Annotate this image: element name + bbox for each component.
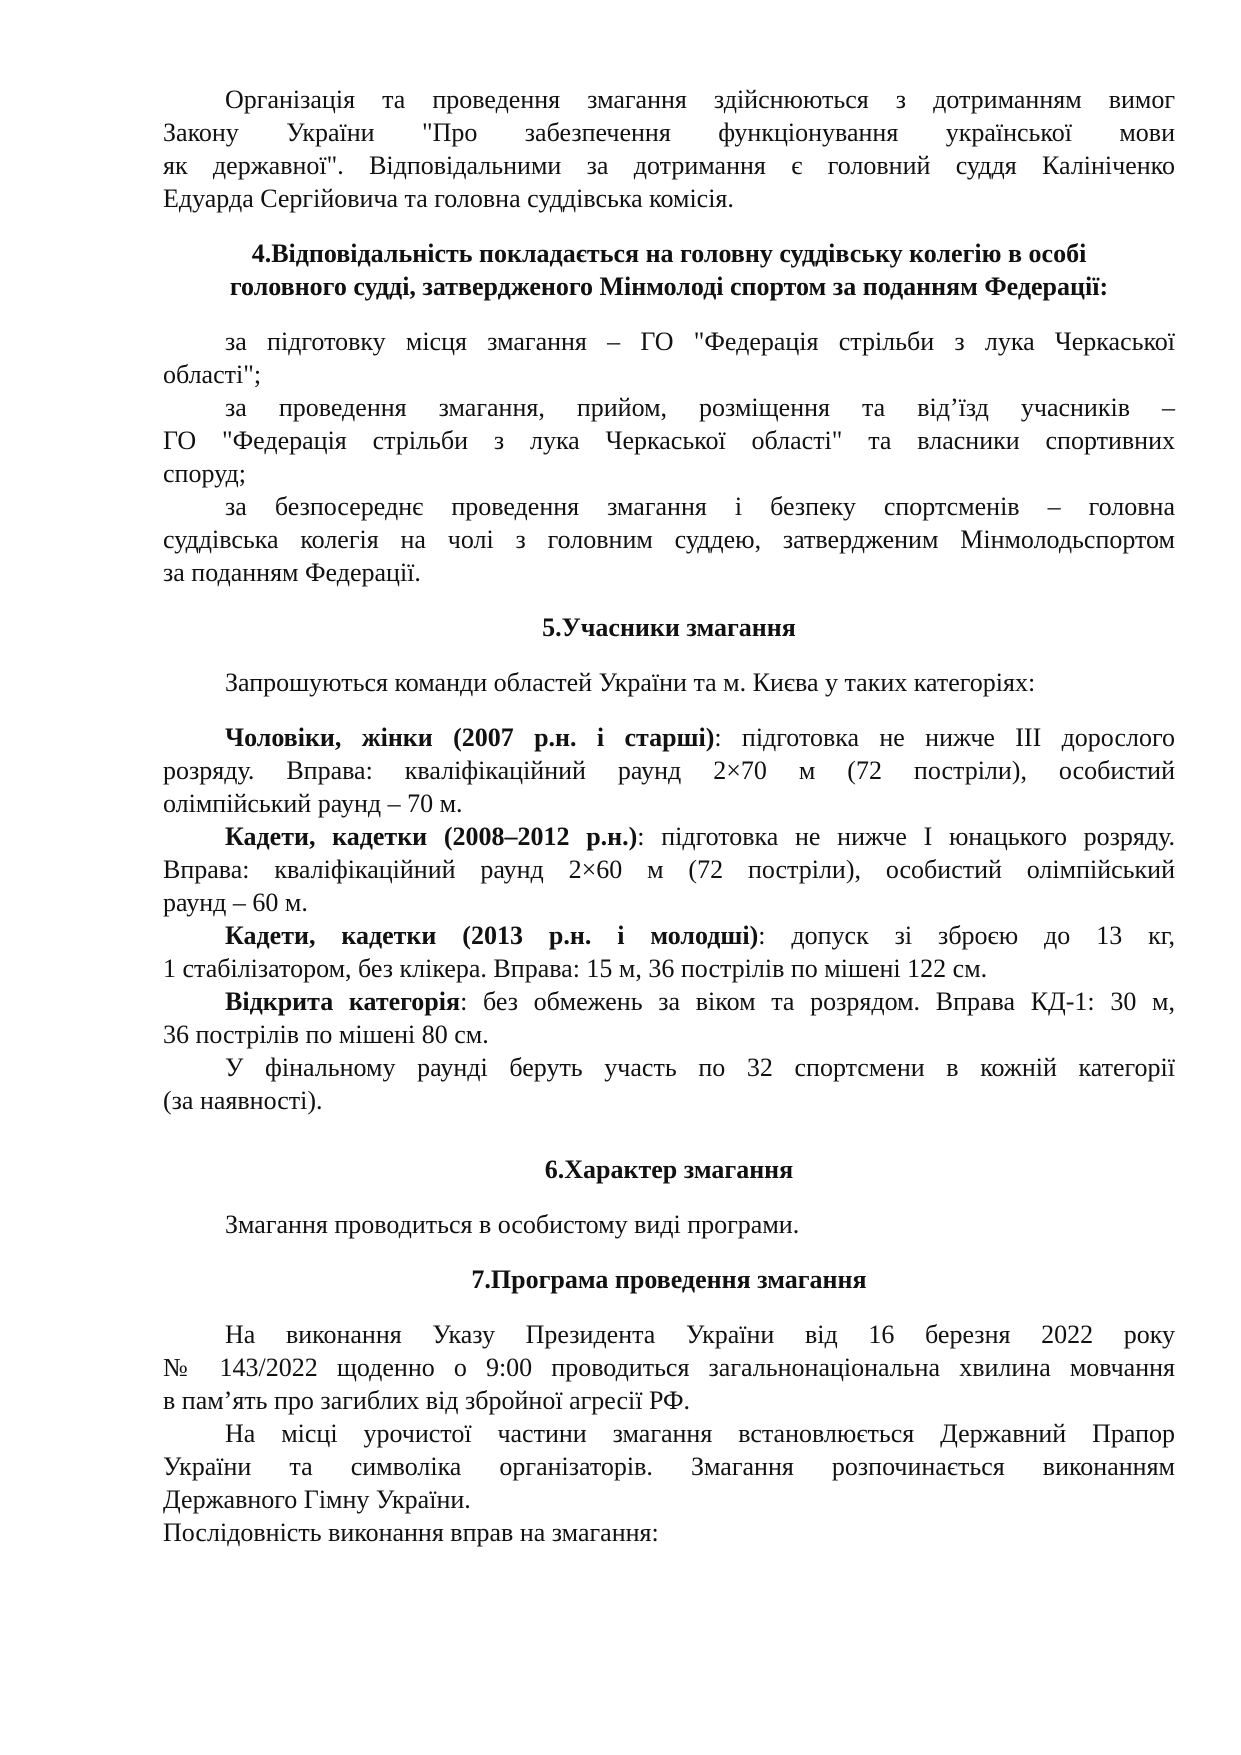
flag-anthem-paragraph — [163, 1417, 1175, 1516]
final-round-paragraph — [163, 1051, 1175, 1117]
section-6-text: Змагання проводиться в особистому виді програми. — [225, 1210, 800, 1239]
category-cadets-2008-2012 — [163, 820, 1175, 919]
text-line: Кадети, кадетки (2008–2012 р.н.): підготовка не нижче І юнацького розряду. — [225, 822, 1175, 851]
text-line: Закону України "Про забезпечення функціонування української мови — [163, 118, 1175, 147]
text-line: Відкрита категорія: без обмежень за віком та розрядом. Вправа КД-1: 30 м, — [225, 987, 1175, 1016]
text-line: На виконання Указу Президента України від 16 березня 2022 року — [225, 1320, 1175, 1349]
text-line: за проведення змагання, прийом, розміщення та від’їзд учасників – — [225, 393, 1175, 422]
text-line: раунд – 60 м. — [163, 888, 308, 917]
text-line: Кадети, кадетки (2013 р.н. і молодші): допуск зі зброєю до 13 кг, — [225, 921, 1175, 950]
heading-line: 4.Відповідальність покладається на головну суддівську колегію в особі — [251, 239, 1087, 268]
compliance-paragraph — [163, 83, 1175, 215]
text-line: за підготовку місця змагання – ГО "Федерація стрільби з лука Черкаської — [225, 327, 1175, 356]
text-line: Вправа: кваліфікаційний раунд 2×60 м (72 постріли), особистий олімпійський — [163, 855, 1175, 884]
text-line: Чоловіки, жінки (2007 р.н. і старші): підготовка не нижче ІІІ дорослого — [225, 723, 1175, 752]
text-line: олімпійський раунд – 70 м. — [163, 789, 463, 818]
anthem-decree-paragraph — [163, 1318, 1175, 1417]
text-line: суддівська колегія на чолі з головним суддею, затвердженим Мінмолодьспортом — [163, 525, 1175, 554]
text-line: 36 пострілів по мішені 80 см. — [163, 1020, 489, 1049]
category-cadets-2013 — [163, 919, 1175, 985]
text-line: ГО "Федерація стрільби з лука Черкаської області" та власники спортивних — [163, 426, 1175, 455]
text-line: області"; — [163, 360, 262, 389]
section-5-intro: Запрошуються команди областей України та м. Києва у таких категоріях: — [225, 668, 1036, 697]
text-line: України та символіка організаторів. Змагання розпочинається виконанням — [163, 1452, 1175, 1481]
text-line: (за наявності). — [163, 1086, 323, 1115]
section-4-body — [163, 325, 1175, 589]
text-line: Організація та проведення змагання здійснюються з дотриманням вимог — [225, 85, 1175, 114]
text-line: за поданням Федерації. — [163, 558, 421, 587]
text-line: розряду. Вправа: кваліфікаційний раунд 2×70 м (72 постріли), особистий — [163, 756, 1175, 785]
text-line: Едуарда Сергійовича та головна суддівська комісія. — [163, 184, 734, 213]
exercise-sequence-intro: Послідовність виконання вправ на змагання: — [163, 1518, 659, 1547]
text-line: № 143/2022 щоденно о 9:00 проводиться загальнонаціональна хвилина мовчання — [163, 1353, 1175, 1382]
category-title: Кадети, кадетки (2008–2012 р.н.) — [225, 822, 638, 851]
document-page — [163, 83, 1175, 1549]
section-4-heading — [163, 237, 1175, 303]
section-5-heading: 5.Учасники змагання — [542, 613, 796, 642]
category-adults — [163, 721, 1175, 820]
category-title: Чоловіки, жінки (2007 р.н. і старші) — [225, 723, 715, 752]
text-line: в пам’ять про загиблих від збройної агресії РФ. — [163, 1386, 691, 1415]
text-line: як державної". Відповідальними за дотримання є головний суддя Калініченко — [163, 151, 1175, 180]
category-title: Відкрита категорія — [225, 987, 461, 1016]
category-open — [163, 985, 1175, 1051]
text-line: споруд; — [163, 459, 246, 488]
text-line: На місці урочистої частини змагання встановлюється Державний Прапор — [225, 1419, 1175, 1448]
text-line: Державного Гімну України. — [163, 1485, 471, 1514]
section-6-heading: 6.Характер змагання — [544, 1155, 794, 1184]
text-line: за безпосереднє проведення змагання і безпеку спортсменів – головна — [225, 492, 1175, 521]
text-line: У фінальному раунді беруть участь по 32 спортсмени в кожній категорії — [225, 1053, 1175, 1082]
category-title: Кадети, кадетки (2013 р.н. і молодші) — [225, 921, 759, 950]
text-line: 1 стабілізатором, без клікера. Вправа: 15 м, 36 пострілів по мішені 122 см. — [163, 954, 988, 983]
section-7-heading: 7.Програма проведення змагання — [471, 1265, 867, 1294]
heading-line: головного судді, затвердженого Мінмолоді спортом за поданням Федерації: — [229, 272, 1109, 301]
